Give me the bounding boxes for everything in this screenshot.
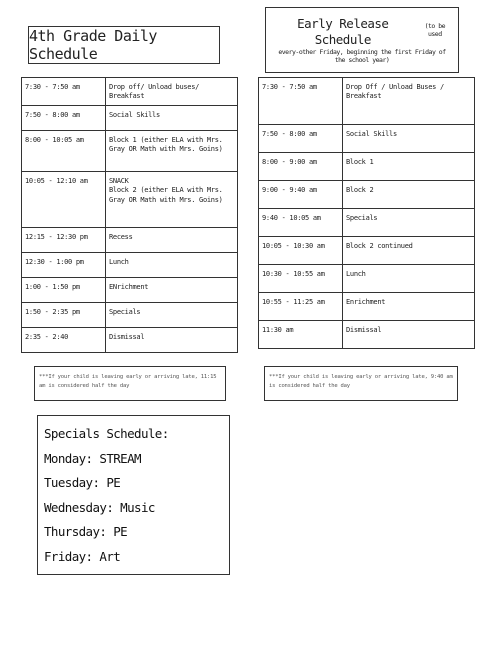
activity-cell: Social Skills xyxy=(343,125,475,153)
table-row xyxy=(22,277,238,302)
early-release-title xyxy=(265,7,459,73)
early-release-half-day-note: ***If your child is leaving early or arriving late, 9:40 am is considered half the day xyxy=(264,366,458,401)
table-row xyxy=(22,227,238,252)
activity-cell: Dismissal xyxy=(106,327,238,352)
early-release-subtitle: every-other Friday, beginning the first Friday of the school year) xyxy=(278,47,446,64)
specials-schedule-box xyxy=(37,415,230,575)
table-row xyxy=(259,265,475,293)
activity-cell: Dismissal xyxy=(343,321,475,349)
activity-cell: Social Skills xyxy=(106,105,238,130)
time-cell: 12:15 - 12:30 pm xyxy=(22,227,106,252)
time-cell: 1:50 - 2:35 pm xyxy=(22,302,106,327)
time-cell: 1:00 - 1:50 pm xyxy=(22,277,106,302)
time-cell: 8:00 - 9:00 am xyxy=(259,153,343,181)
daily-schedule-table xyxy=(21,77,238,353)
table-row xyxy=(22,302,238,327)
table-row xyxy=(22,78,238,106)
table-row xyxy=(22,327,238,352)
activity-cell: Specials xyxy=(343,209,475,237)
time-cell: 12:30 - 1:00 pm xyxy=(22,252,106,277)
specials-day: Tuesday: PE xyxy=(44,475,121,490)
early-release-title-text: Early Release Schedule xyxy=(297,16,389,47)
activity-cell: Block 2 xyxy=(343,181,475,209)
table-row xyxy=(259,153,475,181)
specials-day: Monday: STREAM xyxy=(44,450,141,466)
early-release-table xyxy=(258,77,475,349)
activity-cell: Specials xyxy=(106,302,238,327)
table-row xyxy=(259,237,475,265)
table-row xyxy=(22,171,238,227)
table-row xyxy=(259,78,475,125)
time-cell: 7:30 - 7:50 am xyxy=(259,78,343,125)
time-cell: 8:00 - 10:05 am xyxy=(22,130,106,171)
time-cell: 10:55 - 11:25 am xyxy=(259,293,343,321)
table-row xyxy=(259,125,475,153)
specials-schedule-title: Specials Schedule: xyxy=(44,426,169,441)
daily-half-day-note: ***If your child is leaving early or arriving late, 11:15 am is considered half the day xyxy=(34,366,226,401)
table-row xyxy=(22,105,238,130)
activity-cell: Lunch xyxy=(343,265,475,293)
time-cell: 10:05 - 12:10 am xyxy=(22,171,106,227)
specials-day: Thursday: PE xyxy=(44,524,128,539)
table-row xyxy=(259,181,475,209)
specials-day: Wednesday: Music xyxy=(44,499,155,515)
activity-cell: Drop Off / Unload Buses / Breakfast xyxy=(343,78,475,125)
activity-cell: SNACK Block 2 (either ELA with Mrs. Gray OR Math with Mrs. Goins) xyxy=(106,171,238,227)
table-row xyxy=(259,293,475,321)
activity-cell: Block 2 continued xyxy=(343,237,475,265)
time-cell: 9:00 - 9:40 am xyxy=(259,181,343,209)
time-cell: 7:50 - 8:00 am xyxy=(259,125,343,153)
time-cell: 10:30 - 10:55 am xyxy=(259,265,343,293)
time-cell: 2:35 - 2:40 xyxy=(22,327,106,352)
daily-schedule-title xyxy=(28,26,220,64)
activity-cell: Block 1 xyxy=(343,153,475,181)
table-row xyxy=(259,321,475,349)
table-row xyxy=(259,209,475,237)
activity-cell: Recess xyxy=(106,227,238,252)
early-release-title-paren: (to be used xyxy=(424,22,446,39)
time-cell: 11:30 am xyxy=(259,321,343,349)
table-row xyxy=(22,130,238,171)
specials-day: Friday: Art xyxy=(44,548,121,564)
activity-cell: Lunch xyxy=(106,252,238,277)
time-cell: 7:50 - 8:00 am xyxy=(22,105,106,130)
activity-cell: Drop off/ Unload buses/ Breakfast xyxy=(106,78,238,106)
time-cell: 10:05 - 10:30 am xyxy=(259,237,343,265)
time-cell: 9:40 - 10:05 am xyxy=(259,209,343,237)
time-cell: 7:30 - 7:50 am xyxy=(22,78,106,106)
activity-cell: Enrichment xyxy=(343,293,475,321)
table-row xyxy=(22,252,238,277)
activity-cell: ENrichment xyxy=(106,277,238,302)
activity-cell: Block 1 (either ELA with Mrs. Gray OR Math with Mrs. Goins) xyxy=(106,130,238,171)
daily-schedule-title-text: 4th Grade Daily Schedule xyxy=(29,27,157,63)
